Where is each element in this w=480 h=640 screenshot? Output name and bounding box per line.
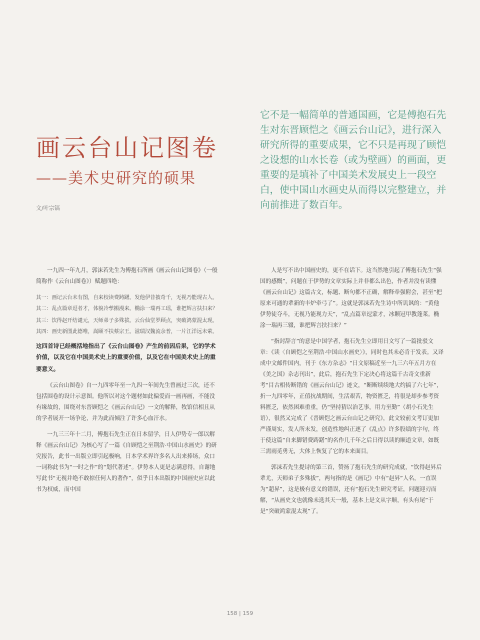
poem-block: [36, 293, 220, 338]
body-paragraph: 一九三三年十二月，傅抱石先生正在日本留学，日人伊势专一郎以解释《画云台山记》为核心写了一篇《自顾恺之至荆浩·中国山水画史》的研究报告，此书一出版立即引起极响，日本学术界许多名人出来捧场，众口一词称此书为“一时之作”的“划代著述”。伊势本人更是志满意得，自谢地写此书“无视并绝不敢掠任何人的著作”，似乎日本出版的中国画史应以此书为权威，而中国: [36, 432, 217, 494]
body-paragraph: 《云台山图卷》自一九四零年至一九四一年间先生曾画过三次，还不包括围卷的设计示意图。他所以对这个题材如此偏爱而一画再画，不能没有缘故的，围绕对东晋顾恺之《画云台山记》一文的解释，牧馆信相且从的学者展开一场争论，并为此而倾注了许多心血汗水。: [36, 383, 216, 423]
right-column: [260, 266, 444, 523]
poem-line: 其二：乱点篇章逗者才，体貌冷孳搬漫来。椭涂一瑞再工瑶，谁把辉言扶扫来？: [36, 306, 218, 313]
title-block: [36, 128, 246, 212]
body-paragraph: 一九四一年九月，郭沫若先生为傅抱石所画《画云台山记图卷》（一般简称作《云台山图卷》）赋题四绝：: [36, 268, 218, 285]
author-byline: 文/叶宗镐: [36, 206, 60, 212]
poem-line: 其一：画记云台未有图，自来校读费踌躇。发他伊昔披奇千，无视乃能现古人。: [36, 295, 218, 301]
article-title: 画云台山记图卷: [36, 134, 218, 162]
article-subtitle: ——美术史研究的硕果: [36, 169, 197, 187]
body-paragraph: 人是写不出中国画史的，更不在话下。这当然地引起了傅抱石先生“强国的感慨”，问题在于伊势的文章实际上并非都么出色，作者并没有读懂《画云台山记》这篇古文，标题、断句都不正确，解释牵强附会，甚至“把原来可通的辈新的丰炉牵弓了”。这就是郭沫若先生诗中所讥讽的：“黄他伊势徒夺斗，无视乃能现力天”，“乱点篇章逗蒙才，冰颗冠甲教蓬莱。椭涂一瑞再三辍，谁把辉言扶扫来？”: [260, 268, 442, 329]
left-column: [36, 266, 220, 501]
poem-line: 其四：画史新图此德唯，嵩颐不扶蔡宗王。滋瑞汉魏流余普，一片江洋远未萦。: [36, 329, 218, 336]
page-number: 158 | 159: [226, 611, 254, 617]
bold-paragraph: 这四首诗已经概括地指出了《云台山图卷》产生的前因后果，它的学术价值，以及它在中国美术史上的重要价值，以及它在中国美术史上的重要意义。: [36, 343, 216, 373]
intro-paragraph: 它不是一幅简单的普通国画，它是傅抱石先生对东晋顾恺之《画云台山记》，进行深入研究所得的重要成果，它不只是再现了顾恺之设想的山水长卷（或为壁画）的画面，更重要的是填补了中国美术发展史上一段空白，使中国山水画史从而得以完整建立，并向前推进了数百年。: [260, 110, 447, 211]
poem-line: 其三：饮得赵开结谴元，天师弟子多殊拔。云台仙堂罗顾点，突破鸿蒙混太现。: [36, 317, 218, 324]
body-paragraph: 郭沫若先生提诗的第三首，赞扬了抱石先生的研究成就，“饮得赵昇后辈尤，天师弟子多殊拔”，两句指的是《画记》中有“赵昇”人名，一直误为“超昇”，这是极有意义的错误，还有“抱石先生研究考证，问题迎刃而解，“从画史文也就像未选其天一般，基本上是文从字顺，有头有尾”于是“突破鸿蒙混太现”了。: [260, 465, 442, 515]
body-paragraph: “指封辞言”的意是中国学者，抱石先生立即用日文写了一篇批驳文章：《读〈自顾恺之至荆浩·中国山水画史〉》，同时也其未必肯于发表。又译成中文邮件国内，刊于《东方杂志》“日文原稿近至一九三六年五月方在《美之国》杂志刊出”，此后，抱石先生下定决心将这篇千古奇文重新考“目古相传断错的《画云台山记》迹文，“断断续续地大约搞了六七年”，折一九四零年，正值抗战期间，生活艰苦，物资匮乏，将很是却步参考资料匮乏，依然困难重重，仍“坚持猜以治艺事，用力至勤”（胡小石先生语），很然又完成了《晋顾恺之画云台山记之研究》，此文较前文考订更加严谨周实，发人所未发，创造性地纠正逐了《乱点》许多股绩的字句，终于使这篇“自来脚错费踌躇”的名作几千年之后日得以读的顺道文章，如既三需雨觅勇无，大体上恢复了它的本来面目。: [260, 339, 444, 455]
